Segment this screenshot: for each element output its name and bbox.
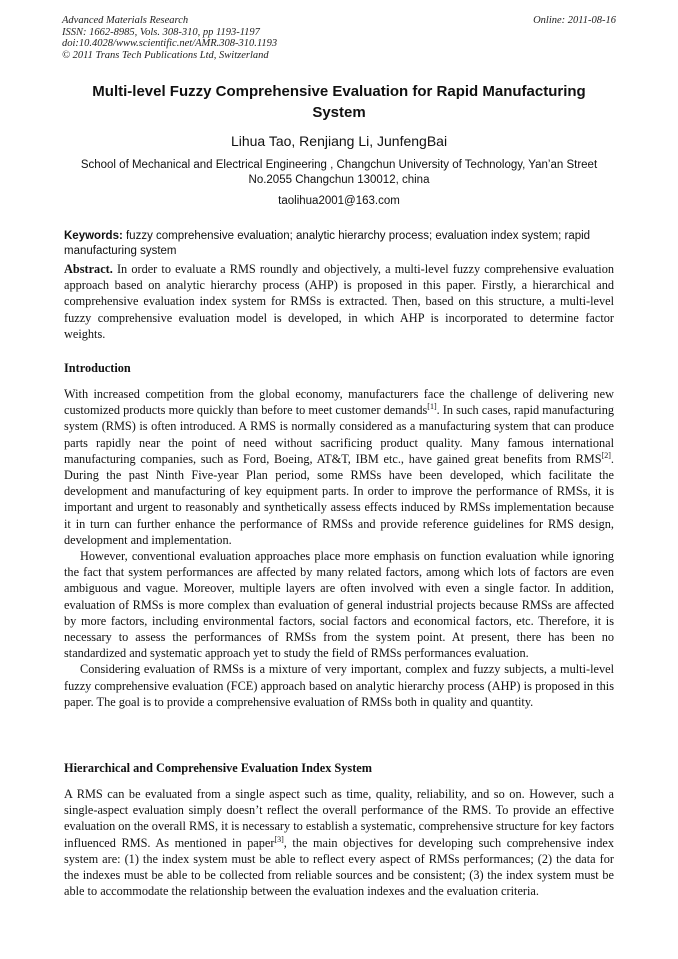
keywords-text: fuzzy comprehensive evaluation; analytic hierarchy process; evaluation index system; rapid manufacturing system bbox=[64, 230, 591, 257]
introduction-heading: Introduction bbox=[64, 361, 131, 375]
index-p1-text-a: A RMS can be evaluated from a single aspect such as time, quality, reliability, and so on. However, such a single-aspect evaluation simply doesn’t reflect the overall performance of the RMS. To provide an effective evaluation on the overall RMS, it is necessary to establish a systematic, comprehensive structure for key factors influenced RMS. As mentioned in paper bbox=[64, 787, 614, 850]
intro-p1-text-b: . In such cases, rapid manufacturing system (RMS) is often introduced. A RMS is normally considered as a manufacturing system that can produce parts rapidly near the point of need without sacrificing product quality. Many famous international manufacturing companies, such as Ford, Boeing, AT&T, IBM etc., have gained great benefits from RMS bbox=[64, 403, 615, 466]
issn-line: ISSN: 1662-8985, Vols. 308-310, pp 1193-1197 bbox=[62, 26, 260, 38]
citation-3[interactable]: [3] bbox=[274, 834, 284, 844]
intro-p1-text-c: . During the past Ninth Five-year Plan period, some RMSs have been developed, which facilitate the development and manufacturing of key equipment parts. In order to improve the performance of RMSs, it is important and urgent to reasonably and synthetically assess effects induced by RMSs implementation because it in turn can further enhance the performance of RMSs and provide reference guidelines for RMS design, development and implementation. bbox=[64, 451, 614, 547]
citation-2[interactable]: [2] bbox=[601, 450, 611, 460]
abstract-text: In order to evaluate a RMS roundly and objectively, a multi-level fuzzy comprehensive evaluation approach based on analytic hierarchy process (AHP) is proposed in this paper. Firstly, a hierarchical and comprehensive evaluation index system for RMSs is extracted. Then, based on this structure, a multi-level fuzzy comprehensive evaluation model is developed, in which AHP is incorporated to determine factor weights. bbox=[64, 262, 614, 341]
introduction-section bbox=[64, 360, 614, 710]
index-p1-text-b: , the main objectives for developing such comprehensive index system are: (1) the index system must be able to reflect every aspect of RMSs performances; (2) the data for the indexes must be able to be collected from reliable sources and be consistent; (3) the index system must be able to accommodate the relationship between the evaluation indexes and the evaluation criteria. bbox=[64, 835, 615, 899]
introduction-paragraph-2: However, conventional evaluation approaches place more emphasis on function evaluation while ignoring the fact that system performances are affected by many related factors, among which lots of factors are even ambiguous and vague. Moreover, multiple layers are often involved with even a single factor. In addition, evaluation of RMSs is more complex than evaluation of general industrial projects because RMSs are affected by more factors, including environmental factors, social factors and economical factors, etc. Therefore, it is necessary to assess the performances of RMSs from the system point. At present, there has been no standardized and systematic approach yet to study the field of RMSs performances evaluation. bbox=[64, 549, 614, 661]
intro-p1-text-a: With increased competition from the global economy, manufacturers face the challenge of delivering new customized products more quickly than before to meet customer demands bbox=[64, 387, 614, 418]
online-date: Online: 2011-08-16 bbox=[533, 15, 616, 26]
copyright-line: © 2011 Trans Tech Publications Ltd, Switzerland bbox=[62, 49, 269, 61]
keywords bbox=[64, 229, 614, 258]
journal-name: Advanced Materials Research bbox=[62, 15, 189, 26]
author-list: Lihua Tao, Renjiang Li, JunfengBai bbox=[230, 133, 448, 149]
keywords-label: Keywords: bbox=[64, 230, 123, 242]
citation-1[interactable]: [1] bbox=[427, 402, 437, 412]
index-system-section bbox=[64, 760, 614, 899]
abstract-label: Abstract. bbox=[64, 262, 113, 276]
doi-line[interactable]: doi:10.4028/www.scientific.net/AMR.308-310.1193 bbox=[62, 38, 278, 49]
affiliation: School of Mechanical and Electrical Engineering , Changchun University of Technology, Yan’an Street No.2055 Changchun 130012, china bbox=[80, 159, 598, 186]
abstract bbox=[64, 261, 614, 342]
index-system-paragraph-1 bbox=[64, 786, 614, 899]
introduction-paragraph-1 bbox=[64, 386, 614, 548]
journal-header bbox=[62, 15, 616, 61]
index-system-heading: Hierarchical and Comprehensive Evaluation Index System bbox=[64, 761, 373, 775]
author-email[interactable]: taolihua2001@163.com bbox=[278, 195, 400, 207]
paper-title: Multi-level Fuzzy Comprehensive Evaluation for Rapid Manufacturing System bbox=[92, 83, 586, 121]
introduction-paragraph-3: Considering evaluation of RMSs is a mixture of very important, complex and fuzzy subjects, a multi-level fuzzy comprehensive evaluation (FCE) approach based on analytic hierarchy process (AHP) is proposed in this paper. The goal is to provide a comprehensive evaluation of RMSs both in quality and quantity. bbox=[64, 662, 614, 709]
